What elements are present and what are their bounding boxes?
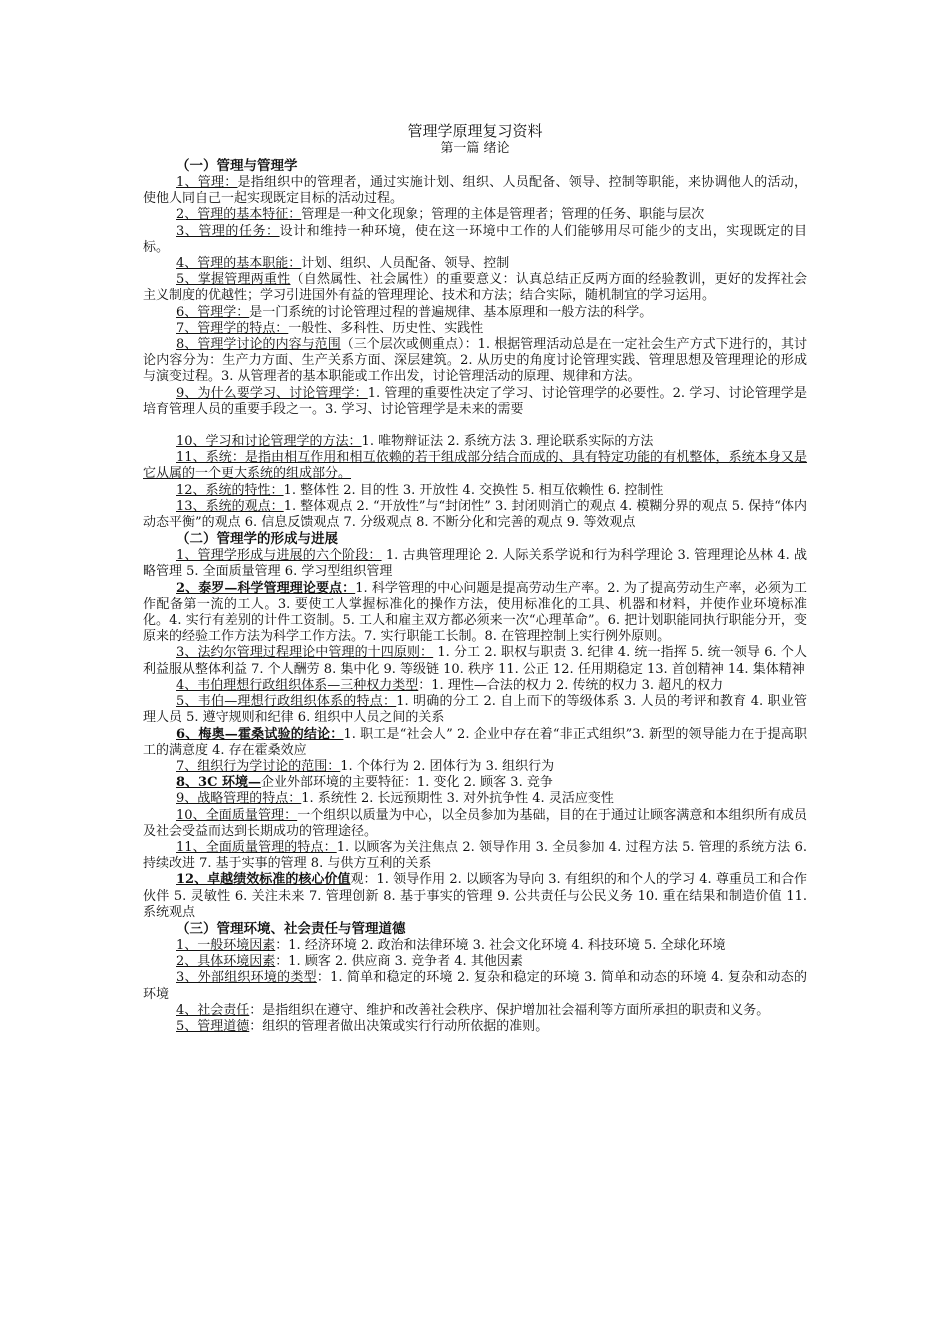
section-heading: （三）管理环境、社会责任与管理道德 [176, 920, 406, 937]
item-term: 3、管理的任务： [176, 223, 280, 239]
item-text: ：组织的管理者做出决策或实行行动所依据的准则。 [249, 1018, 549, 1034]
item-text: ：1. 理性—合法的权力 2. 传统的权力 3. 超凡的权力 [418, 677, 724, 693]
item-term: 7、管理学的特点： [176, 320, 289, 336]
list-item [143, 224, 807, 256]
list-item [143, 938, 807, 954]
item-term: 8、3C 环境— [176, 775, 261, 791]
list-item [143, 207, 807, 223]
item-text: ：是指组织在遵守、维护和改善社会秩序、保护增加社会福利等方面所承担的职责和义务。 [249, 1002, 770, 1018]
item-text: 一个组织以质量为中心，以全员参加为基础，目的在于通过让顾客满意和本组织所有成员及社会受益而达到长期成功的管理途径。 [143, 807, 807, 839]
list-item [143, 1019, 807, 1035]
list-item [143, 1003, 807, 1019]
list-item [143, 434, 807, 450]
item-term: 5、管理道德 [176, 1018, 250, 1034]
item-text: ：1. 顾客 2. 供应商 3. 竞争者 4. 其他因素 [275, 954, 523, 970]
item-term: 11、全面质量管理的特点： [176, 839, 337, 855]
item-text: （自然属性、社会属性）的重要意义：认真总结正反两方面的经验教训，更好的发挥社会主义制度的优越性；学习引进国外有益的管理理论、技术和方法；结合实际，随机制宜的学习运用。 [143, 272, 807, 304]
section-heading: （二）管理学的形成与进展 [176, 531, 338, 548]
list-item [143, 175, 807, 207]
item-text: （三个层次或侧重点）：1. 根据管理活动总是在一定社会生产方式下进行的，其讨论内容分为：生产力方面、生产关系方面、深层建筑。2. 从历史的角度讨论管理实践、管理思想及管理理论的形成与演变过程。3. 从管理者的基本职能或工作出发，讨论管理活动的原理、规律和方法。 [143, 337, 807, 385]
item-term: 10、全面质量管理： [176, 807, 298, 823]
document-subtitle: 第一篇 绪论 [440, 141, 510, 156]
item-text: 1. 以顾客为关注焦点 2. 领导作用 3. 全员参加 4. 过程方法 5. 管理的系统方法 6. 持续改进 7. 基于实事的管理 8. 与供方互利的关系 [143, 839, 807, 872]
list-item [143, 581, 807, 646]
list-item [143, 272, 807, 304]
item-text: 管理是一种文化现象；管理的主体是管理者；管理的任务、职能与层次 [301, 207, 705, 223]
item-term: 12、卓越绩效标准的核心价值 [176, 872, 351, 888]
list-item [143, 775, 807, 791]
list-item [143, 954, 807, 970]
list-item [143, 970, 807, 1002]
item-text: 1. 整体性 2. 目的性 3. 开放性 4. 交换性 5. 相互依赖性 6. 控制性 [283, 482, 664, 498]
item-term: 12、系统的特性： [176, 482, 284, 498]
list-item [143, 499, 807, 531]
item-term: 4、管理的基本职能： [176, 256, 302, 272]
item-term: 8、管理学讨论的内容与范围 [176, 337, 341, 353]
list-item [143, 321, 807, 337]
item-text: 1. 分工 2. 职权与职责 3. 纪律 4. 统一指挥 5. 统一领导 6. 个人利益服从整体利益 7. 个人酬劳 8. 集中化 9. 等级链 10. 秩序 11. 公正 12. 任用期稳定 13. 首创精神 14. 集体精神 [143, 645, 807, 677]
item-term: 4、社会责任 [176, 1002, 250, 1018]
list-item [143, 548, 807, 580]
list-item [143, 645, 807, 677]
item-term: 6、管理学： [176, 304, 250, 320]
list-item [143, 840, 807, 872]
list-item [143, 694, 807, 726]
item-text: 是指组织中的管理者，通过实施计划、组织、人员配备、领导、控制等职能，来协调他人的活动，使他人同自己一起实现既定目标的活动过程。 [143, 175, 807, 207]
item-term: 2、泰罗—科学管理理论要点： [176, 580, 356, 596]
item-text: 1. 科学管理的中心问题是提高劳动生产率。2. 为了提高劳动生产率，必须为工作配备第一流的工人。3. 要使工人掌握标准化的操作方法，使用标准化的工具、机器和材料，并使作业环境标准化。4. 实行有差别的计件工资制。5. 工人和雇主双方都必须来一次“心理革命”。6. 把计划职能同执行职能分开，变原来的经验工作方法为科学工作方法。7. 实行职能工长制。8. 在管理控制上实行例外原则。 [143, 580, 807, 645]
item-term: 3、法约尔管理过程理论中管理的十四原则： [176, 645, 434, 661]
list-item [143, 808, 807, 840]
item-text: 设计和维持一种环境，使在这一环境中工作的人们能够用尽可能少的支出，实现既定的目标。 [143, 223, 807, 255]
item-term: 4、韦伯理想行政组织体系—三种权力类型 [176, 677, 419, 693]
document-title: 管理学原理复习资料 [407, 122, 543, 140]
item-term: 11、系统：是指由相互作用和相互依赖的若干组成部分结合而成的、具有特定功能的有机整体，系统本身又是它从属的一个更大系统的组成部分。 [143, 450, 807, 482]
section-heading: （一）管理与管理学 [176, 158, 298, 174]
document-page [143, 122, 807, 1035]
item-term: 1、管理： [176, 175, 238, 190]
item-text: 一般性、多科性、历史性、实践性 [288, 320, 484, 336]
item-text: 1. 整体观点 2. “开放性”与“封闭性” 3. 封闭则消亡的观点 4. 模糊分界的观点 5. 保持“体内动态平衡”的观点 6. 信息反馈观点 7. 分级观点 8. 不断分化和完善的观点 9. 等效观点 [143, 498, 807, 531]
item-term: 3、外部组织环境的类型 [176, 970, 317, 986]
item-term: 13、系统的观点： [176, 498, 284, 514]
item-term: 9、战略管理的特点： [176, 791, 302, 807]
item-term: 9、为什么要学习、讨论管理学： [176, 385, 368, 401]
list-item [143, 759, 807, 775]
list-item [143, 305, 807, 321]
list-item [143, 386, 807, 418]
list-item [143, 727, 807, 759]
item-term: 5、掌握管理两重性 [176, 272, 291, 288]
item-text: 1. 系统性 2. 长远预期性 3. 对外抗争性 4. 灵活应变性 [301, 791, 614, 807]
item-text: 1. 唯物辩证法 2. 系统方法 3. 理论联系实际的方法 [361, 434, 654, 450]
item-text: 企业外部环境的主要特征：1. 变化 2. 顾客 3. 竞争 [260, 775, 553, 791]
list-item [143, 678, 807, 694]
item-text: 1. 职工是“社会人” 2. 企业中存在着“非正式组织”3. 新型的领导能力在于提高职工的满意度 4. 存在霍桑效应 [143, 726, 808, 758]
list-item [143, 450, 807, 482]
item-text: 1. 个体行为 2. 团体行为 3. 组织行为 [340, 758, 555, 774]
item-term: 1、一般环境因素 [176, 937, 276, 953]
list-item [143, 256, 807, 272]
list-item [143, 791, 807, 807]
item-term: 1、管理学形成与进展的六个阶段： [176, 548, 382, 564]
item-term: 2、具体环境因素 [176, 954, 276, 970]
item-text: 观：1. 领导作用 2. 以顾客为导向 3. 有组织的和个人的学习 4. 尊重员工和合作伙伴 5. 灵敏性 6. 关注未来 7. 管理创新 8. 基于事实的管理 9. 公共责任与公民义务 10. 重在结果和制造价值 11. 系统观点 [143, 872, 807, 920]
item-text: 计划、组织、人员配备、领导、控制 [301, 256, 510, 272]
item-text: 1. 管理的重要性决定了学习、讨论管理学的必要性。2. 学习、讨论管理学是培育管理人员的重要手段之一。3. 学习、讨论管理学是未来的需要 [143, 385, 807, 417]
list-item [143, 872, 807, 921]
item-text: 是一门系统的讨论管理过程的普遍规律、基本原理和一般方法的科学。 [249, 304, 653, 320]
item-term: 7、组织行为学讨论的范围： [176, 758, 341, 774]
item-text: ：1. 简单和稳定的环境 2. 复杂和稳定的环境 3. 简单和动态的环境 4. 复杂和动态的环境 [143, 970, 807, 1002]
item-term: 2、管理的基本特征： [176, 207, 302, 223]
list-item [143, 337, 807, 386]
item-term: 6、梅奥—霍桑试验的结论： [176, 726, 344, 742]
item-term: 10、学习和讨论管理学的方法： [176, 434, 362, 450]
item-term: 5、韦伯—理想行政组织体系的特点： [176, 694, 397, 710]
list-item [143, 483, 807, 499]
item-text: 1. 明确的分工 2. 自上而下的等级体系 3. 人员的考评和教育 4. 职业管理人员 5. 遵守规则和纪律 6. 组织中人员之间的关系 [143, 694, 807, 726]
item-text: 1. 古典管理理论 2. 人际关系学说和行为科学理论 3. 管理理论丛林 4. 战略管理 5. 全面质量管理 6. 学习型组织管理 [143, 548, 807, 580]
item-text: ：1. 经济环境 2. 政治和法律环境 3. 社会文化环境 4. 科技环境 5. 全球化环境 [275, 937, 726, 953]
